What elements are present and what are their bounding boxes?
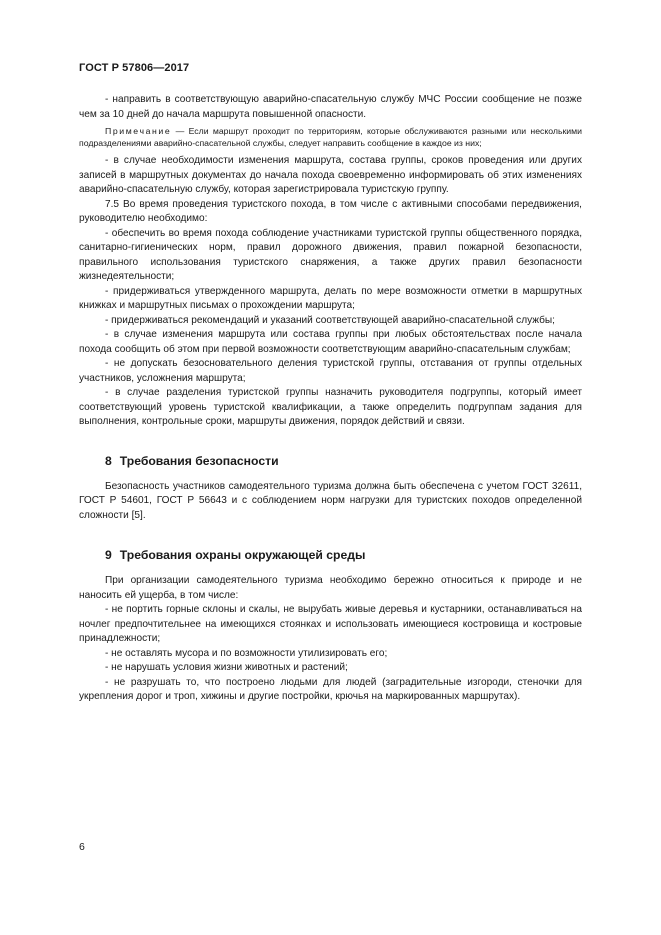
note-label: Примечание [105, 126, 172, 136]
note [79, 125, 582, 149]
paragraph: - придерживаться рекомендаций и указаний соответствующей аварийно-спасательной службы; [105, 314, 555, 326]
paragraph: При организации самодеятельного туризма необходимо бережно относиться к природе и не наносить ей ущерба, в том числе: [79, 575, 582, 601]
paragraph: Безопасность участников самодеятельного туризма должна быть обеспечена с учетом ГОСТ 32611, ГОСТ Р 54601, ГОСТ Р 56643 и с соблюдением норм нагрузки для туристских походов определенной сложности [5]. [79, 480, 582, 521]
paragraph: - в случае необходимости изменения маршрута, состава группы, сроков проведения или других записей в маршрутных документах до начала похода своевременно информировать об этих изменениях аварийно-спасательную службу, которая зарегистрировала туристскую группу. [79, 155, 582, 195]
paragraph: - придерживаться утвержденного маршрута, делать по мере возможности отметки в маршрутных книжках и маршрутных письмах о прохождении маршрута; [79, 285, 582, 311]
paragraph: - направить в соответствующую аварийно-спасательную службу МЧС России сообщение не позже чем за 10 дней до начала маршрута повышенной опасности. [79, 94, 582, 120]
paragraph: - в случае изменения маршрута или состава группы при любых обстоятельствах после начала похода сообщить об этом при первой возможности соответствующим аварийно-спасательным службам; [79, 329, 582, 355]
paragraph: 7.5 Во время проведения туристского похода, в том числе с активными способами передвижения, руководителю необходимо: [79, 198, 582, 224]
section-number: 8 [105, 453, 112, 468]
paragraph: - обеспечить во время похода соблюдение участниками туристской группы общественного порядка, санитарно-гигиенических норм, правил дорожного движения, правил пожарной безопасности, правильного использования туристского снаряжения, а также других правил безопасности жизнедеятельности; [79, 227, 582, 282]
paragraph: - не нарушать условия жизни животных и растений; [105, 662, 348, 673]
paragraph: - не допускать безосновательного деления туристской группы, отставания от группы отдельных участников, усложнения маршрута; [79, 358, 582, 384]
document-id: ГОСТ Р 57806—2017 [79, 62, 190, 74]
section-title: Требования безопасности [119, 453, 279, 468]
paragraph: - в случае разделения туристской группы назначить руководителя подгруппы, который имеет соответствующий уровень туристской квалификации, а также определить подгруппам задания для выполнения, контрольные сроки, маршруты движения, порядок действий и связи. [79, 387, 582, 427]
paragraph: - не разрушать то, что построено людьми для людей (заградительные изгороди, стеночки для укрепления дорог и троп, хижины и другие постройки, крючья на маркированных маршрутах). [79, 676, 582, 702]
section-heading-8 [79, 453, 582, 469]
section-heading-9 [79, 547, 582, 563]
paragraph: - не портить горные склоны и скалы, не вырубать живые деревья и кустарники, останавливаться на ночлег предпочтительнее на имеющихся стоянках и использовать имеющиеся костровища и костровые принадлежности; [79, 604, 582, 644]
page-number: 6 [79, 841, 85, 853]
note-text: — Если маршрут проходит по территориям, которые обслуживаются разными или несколькими подразделениями аварийно-спасательной службы, следует направить сообщение в каждое из них; [79, 126, 582, 148]
paragraph: - не оставлять мусора и по возможности утилизировать его; [105, 647, 388, 659]
section-number: 9 [105, 548, 112, 562]
page-content [79, 93, 582, 705]
section-title: Требования охраны окружающей среды [119, 548, 366, 562]
